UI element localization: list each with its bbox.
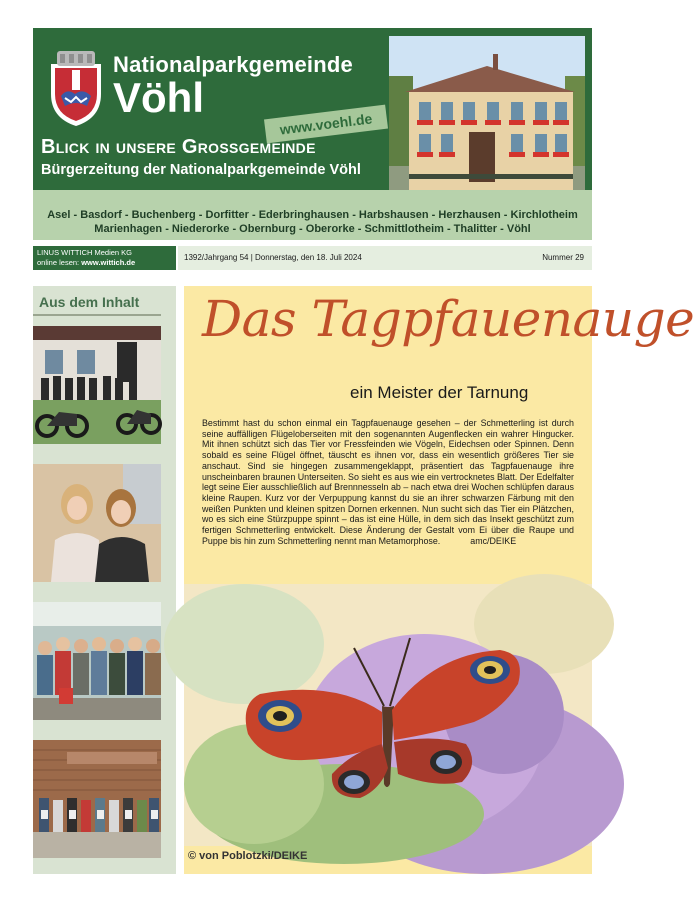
sidebar-title: Aus dem Inhalt — [39, 294, 140, 310]
contents-thumbnail-group-photo[interactable] — [33, 602, 161, 720]
peacock-butterfly-illustration — [184, 584, 592, 846]
masthead-subheadline: Bürgerzeitung der Nationalparkgemeinde Vöhl — [41, 162, 361, 178]
masthead-town-name: Vöhl — [113, 74, 204, 121]
photo-credit: © von Poblotzki/DEIKE — [188, 850, 308, 862]
publisher-name: LINUS WITTICH Medien KG — [37, 248, 133, 257]
article-text: Bestimmt hast du schon einmal ein Tagpfauenauge gesehen – der Schmetterling ist durch seine auffälligen Flügeloberseiten mit den sogenannten Augenflecken ein wahrer Hingucker. Mit ihnen schützt sich das Tier vor Fressfeinden wie Vögeln, Eidechsen oder Spinnen. Denn sobald es seine Flügel öffnet, täuscht es ihnen vor, dass ein wesentlich größeres Tier sie anschaut. Sind sie hingegen zusammengeklappt, präsentiert das Tagpfauenauge ihre unscheinbaren braunen Unterseiten. So sieht es aus wie ein vertrocknetes Blatt. Der Edelfalter legt seine Eier ausschließlich auf Brennnesseln ab – nach etwa drei Wochen schlüpfen daraus kleine Raupen. Kurz vor der Verpuppung kannst du sie an ihrer schwarzen Färbung mit den weißen Punkten und kleinen spitzen Dornen erkennen. Nun sucht sich das Tier ein Plätzchen, wo es sich eine Stürzpuppe spinnt – das ist eine Hülle, in dem sich das Insekt geschützt zum fertigen Schmetterling entwickelt. Diese Änderung der Gestalt vom Ei über die Raupe und Puppe bis hin zum Schmetterling nennt man Metamorphose. — [202, 418, 574, 546]
contents-thumbnail-class-photo[interactable] — [33, 740, 161, 858]
article-credit: amc/DEIKE — [470, 535, 517, 546]
contents-thumbnail-two-women[interactable] — [33, 464, 161, 582]
divider — [33, 314, 161, 316]
publisher-url-link[interactable]: www.wittich.de — [81, 258, 136, 267]
town-hall-photo — [389, 36, 585, 198]
masthead-headline: Blick in unsere Grossgemeinde — [41, 136, 316, 158]
issue-number: Nummer 29 — [542, 253, 584, 262]
contents-thumbnail-motorcycles[interactable] — [33, 326, 161, 444]
village-list-line: Marienhagen - Niederorke - Obernburg - Oberorke - Schmittlotheim - Thalitter - Vöhl — [94, 223, 531, 235]
contents-sidebar — [33, 286, 176, 874]
issue-bar — [178, 246, 592, 270]
issue-info: 1392/Jahrgang 54 | Donnerstag, den 18. Juli 2024 — [184, 253, 362, 262]
village-list-line: Asel - Basdorf - Buchenberg - Dorfitter - Ederbringhausen - Harbshausen - Herzhausen - Kirchlotheim — [47, 209, 578, 221]
village-list — [33, 190, 592, 240]
masthead-title: Nationalparkgemeinde — [113, 52, 353, 77]
online-label: online lesen: — [37, 258, 80, 267]
coat-of-arms-icon — [43, 48, 109, 128]
article-title: Das Tagpfauenauge — [202, 290, 694, 348]
masthead — [33, 28, 592, 190]
website-link[interactable]: www.voehl.de — [264, 105, 388, 144]
article-subtitle: ein Meister der Tarnung — [350, 383, 529, 402]
feature-article — [184, 286, 694, 874]
publisher-box — [33, 246, 176, 270]
article-body — [202, 418, 574, 546]
